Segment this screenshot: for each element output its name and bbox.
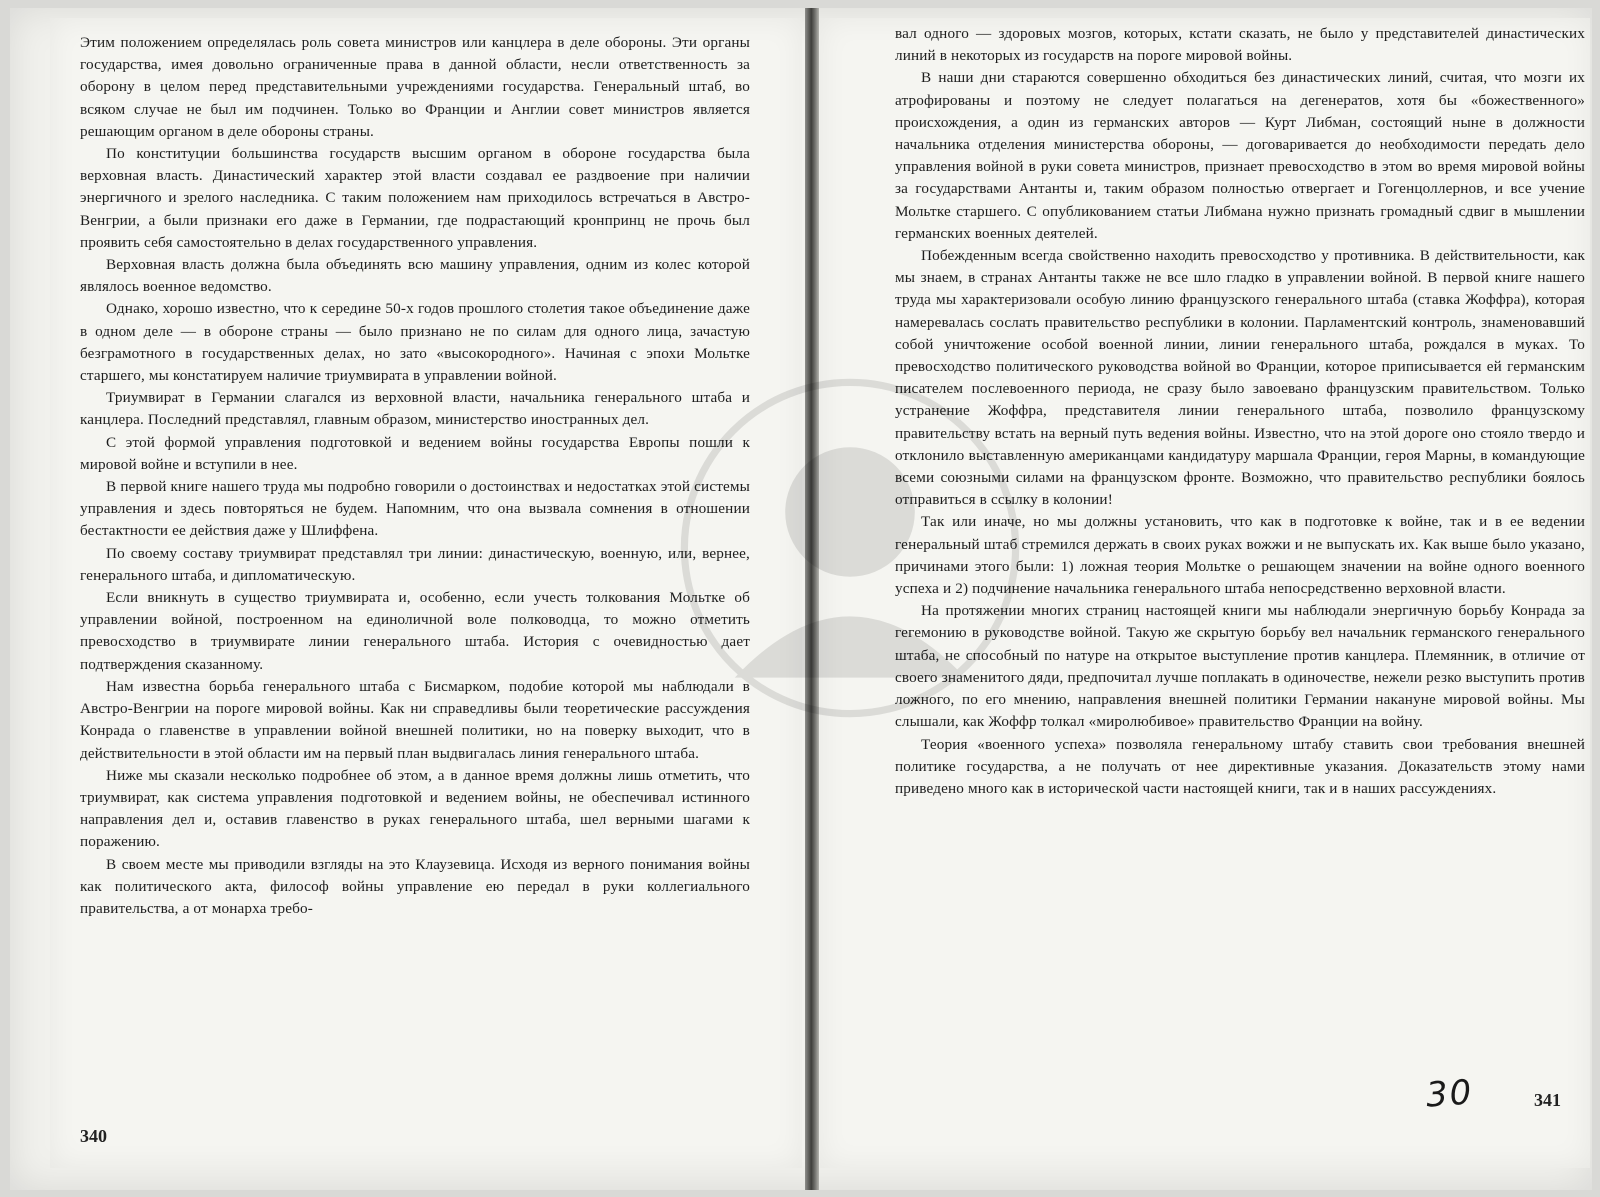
right-page-text [895,23,1585,800]
paragraph: Нам известна борьба генерального штаба с Бисмарком, подобие которой мы наблюдали в Австро-Венгрии на пороге мировой войны. Как ни справедливы были теоретические рассуждения Конрада о главенстве в управлении войной внешней политики, но на поверку выходит, что в действительности в этой области им на первый план выдвигалась линия генерального штаба. [80,677,750,762]
paragraph: Триумвират в Германии слагался из верховной власти, начальника генерального штаба и канцлера. Последний представлял, главным образом, министерство иностранных дел. [80,389,750,429]
paragraph: Побежденным всегда свойственно находить превосходство у противника. В действительности, как мы знаем, в странах Антанты также не все шло гладко в управлении войной. В первой книге нашего труда мы характеризовали особую линию французского генерального штаба (ставка Жоффра), которая намеревалась сослать правительство республики в колонии. Парламентский контроль, знаменовавший собой уничтожение особой военной линии, линии генерального штаба, рождался в муках. То превосходство политического руководства войной во Франции, которое приписывается ей германским писателем послевоенного периода, не сразу было завоевано французским правительством. Только устранение Жоффра, представителя линии генерального штаба, позволило французскому правительству встать на верный путь ведения войны. Известно, что на этой дороге оно стояло твердо и отклонило выставленную американцами кандидатуру маршала Франции, героя Марны, в командующие всеми союзными силами на французском фронте. Возможно, что правительство республики боялось отправиться в ссылку в колонии! [895,247,1585,509]
book-spine [805,8,819,1190]
paragraph: Если вникнуть в существо триумвирата и, особенно, если учесть толкования Мольтке об управлении войной, построенном на единоличной воле полководца, то можно отметить превосходство в триумвирате линии генерального штаба. История с очевидностью дает подтверждения сказанному. [80,589,750,673]
paragraph: С этой формой управления подготовкой и ведением войны государства Европы пошли к мировой войне и вступили в нее. [80,433,750,473]
paragraph: В наши дни стараются совершенно обходиться без династических линий, считая, что мозги их атрофированы и поэтому не следует полагаться на дегенератов, хотя бы «божественного» происхождения, а один из германских авторов — Курт Либман, состоящий ныне в должности начальника отделения министерства обороны, — договаривается до необходимости передать дело управления войной в руки совета министров, признает превосходство в этом во время мировой войны за государствами Антанты и, таким образом полностью отвергает и Гогенцоллернов, и все учение Мольтке старшего. С опубликованием статьи Либмана нужно признать громадный сдвиг в мышлении германских военных деятелей. [895,69,1585,242]
paragraph: На протяжении многих страниц настоящей книги мы наблюдали энергичную борьбу Конрада за гегемонию в руководстве войной. Такую же скрытую борьбу вел начальник германского генерального штаба, не способный по натуре на открытое выступление против канцлера. Племянник, в отличие от своего знаменитого дяди, предпочитал лучше поплакать в одиночестве, нежели резко выступить против ложного, по его мнению, направления внешней политики Германии накануне мировой войны. Мы слышали, как Жоффр толкал «миролюбивое» правительство Франции на войну. [895,602,1585,731]
left-page-number: 340 [80,1126,107,1146]
book-spread-photo [10,8,1592,1190]
paragraph: Этим положением определялась роль совета министров или канцлера в деле обороны. Эти органы государства, имея довольно ограниченные права в данной области, несли ответственность за оборону в целом перед представительными учреждениями государства. Генеральный штаб, во всяком случае не был им подчинен. Только во Франции и Англии совет министров является решающим органом в деле обороны страны. [80,34,750,140]
paragraph: Однако, хорошо известно, что к середине 50-х годов прошлого столетия такое объединение даже в одном деле — в обороне страны — было признано не по силам для одного лица, зачастую безграмотного в государственных делах, но зато «высокородного». Начиная с эпохи Мольтке старшего, мы констатируем наличие триумвирата в управлении войной. [80,300,750,385]
left-page-text [80,32,750,920]
paragraph: В первой книге нашего труда мы подробно говорили о достоинствах и недостатках этой системы управления и здесь повторяться не будем. Напомним, что она вызвала сомнения в отношении бестактности ее действия даже у Шлиффена. [80,478,750,540]
paragraph: По конституции большинства государств высшим органом в обороне государства была верховная власть. Династический характер этой власти создавал ее раздвоение при наличии энергичного и зрелого наследника. С таким положением нам приходилось встречаться в Австро-Венгрии, а были признаки его даже в Германии, где подрастающий кронпринц не прочь был проявить себя самостоятельно в делах государственного управления. [80,145,750,251]
paragraph: В своем месте мы приводили взгляды на это Клаузевица. Исходя из верного понимания войны как политического акта, философ войны управление ею передал в руки коллегиального правительства, а от монарха требо- [80,855,750,917]
paragraph: Ниже мы сказали несколько подробнее об этом, а в данное время должны лишь отметить, что триумвират, как система управления подготовкой и ведением войны, не обеспечивал истинного направления дел и, оставив главенство в руках генерального штаба, шел верными шагами к поражению. [80,766,750,851]
paragraph: Теория «военного успеха» позволяла генеральному штабу ставить свои требования внешней политике государства, а не получать от нее директивные указания. Доказательств этому нами приведено много как в исторической части настоящей книги, так и в наших рассуждениях. [895,735,1585,797]
left-page [50,18,802,1168]
paragraph: Так или иначе, но мы должны установить, что как в подготовке к войне, так и в ее ведении генеральный штаб стремился держать в своих руках вожжи и не выпускать их. Как выше было указано, причинами этого были: 1) ложная теория Мольтке о решающем значении на войне одного военного успеха и 2) подчинение начальника генерального штаба непосредственно верховной власти. [895,513,1585,598]
right-page-number: 341 [1534,1090,1561,1110]
paragraph: По своему составу триумвират представлял три линии: династическую, военную, или, вернее, генерального штаба, и дипломатическую. [80,544,750,584]
right-page [820,18,1590,1168]
paragraph: вал одного — здоровых мозгов, которых, кстати сказать, не было у представителей династических линий в некоторых из государств на пороге мировой войны. [895,25,1585,65]
paragraph: Верховная власть должна была объединять всю машину управления, одним из колес которой являлось военное ведомство. [80,256,750,296]
handwritten-sheet-number: 30 [1424,1072,1475,1116]
